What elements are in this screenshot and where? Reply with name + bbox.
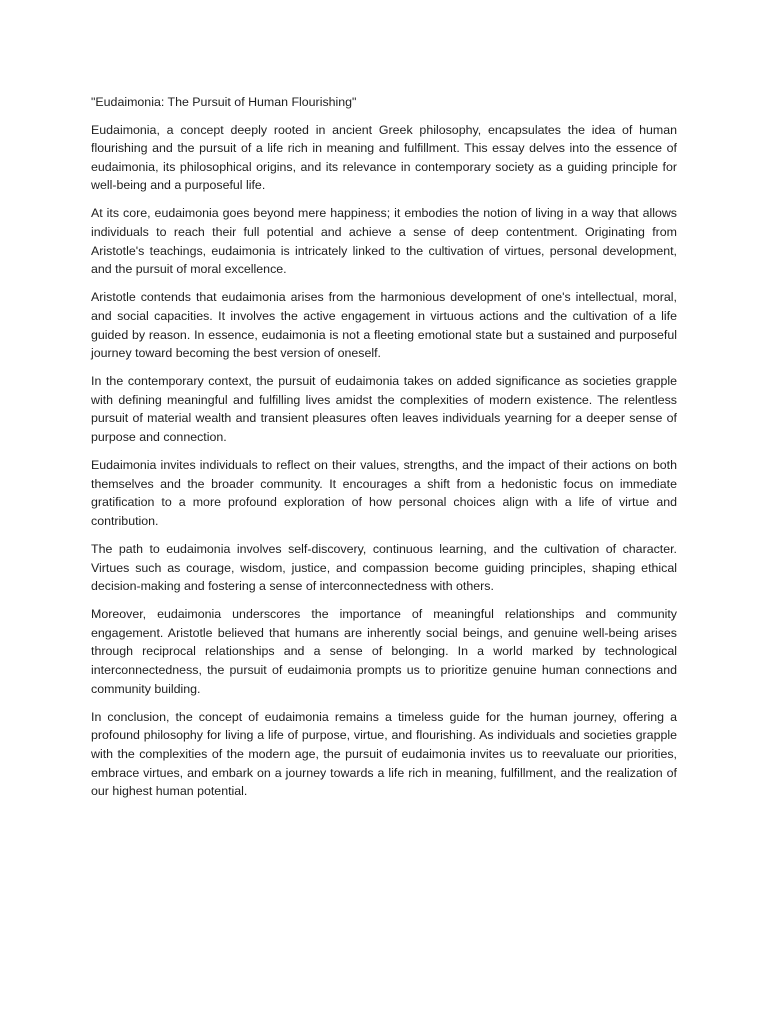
paragraph-contemporary-context: In the contemporary context, the pursuit of eudaimonia takes on added significance as societies grapple with defining meaningful and fulfilling lives amidst the complexities of modern existence. The relentless pursuit of material wealth and transient pleasures often leaves individuals yearning for a deeper sense of purpose and connection.	[91, 374, 677, 444]
essay-title: "Eudaimonia: The Pursuit of Human Flourishing"	[91, 95, 357, 109]
essay-body	[91, 93, 677, 810]
paragraph-relationships: Moreover, eudaimonia underscores the importance of meaningful relationships and community engagement. Aristotle believed that humans are inherently social beings, and genuine well-being arises through reciprocal relationships and a sense of belonging. In a world marked by technological interconnectedness, the pursuit of eudaimonia prompts us to prioritize genuine human connections and community building.	[91, 607, 677, 696]
paragraph-introduction: Eudaimonia, a concept deeply rooted in ancient Greek philosophy, encapsulates the idea of human flourishing and the pursuit of a life rich in meaning and fulfillment. This essay delves into the essence of eudaimonia, its philosophical origins, and its relevance in contemporary society as a guiding principle for well-being and a purposeful life.	[91, 122, 677, 193]
paragraph-path: The path to eudaimonia involves self-discovery, continuous learning, and the cultivation of character. Virtues such as courage, wisdom, justice, and compassion become guiding principles, shaping ethical decision-making and fostering a sense of interconnectedness with others.	[91, 541, 677, 594]
paragraph-conclusion: In conclusion, the concept of eudaimonia remains a timeless guide for the human journey, offering a profound philosophy for living a life of purpose, virtue, and flourishing. As individuals and societies grapple with the complexities of the modern age, the pursuit of eudaimonia invites us to reevaluate our priorities, embrace virtues, and embark on a journey towards a life rich in meaning, fulfillment, and the realization of our highest human potential.	[91, 709, 677, 799]
paragraph-reflection: Eudaimonia invites individuals to reflect on their values, strengths, and the impact of their actions on both themselves and the broader community. It encourages a shift from a hedonistic focus on immediate gratification to a more profound exploration of how personal choices align with a life of virtue and contribution.	[91, 458, 677, 528]
paragraph-core-definition: At its core, eudaimonia goes beyond mere happiness; it embodies the notion of living in a way that allows individuals to reach their full potential and achieve a sense of deep contentment. Originating from Aristotle's teachings, eudaimonia is intricately linked to the cultivation of virtues, personal development, and the pursuit of moral excellence.	[91, 206, 677, 277]
paragraph-aristotle: Aristotle contends that eudaimonia arises from the harmonious development of one's intellectual, moral, and social capacities. It involves the active engagement in virtuous actions and the cultivation of a life guided by reason. In essence, eudaimonia is not a fleeting emotional state but a sustained and purposeful journey toward becoming the best version of oneself.	[91, 290, 677, 361]
